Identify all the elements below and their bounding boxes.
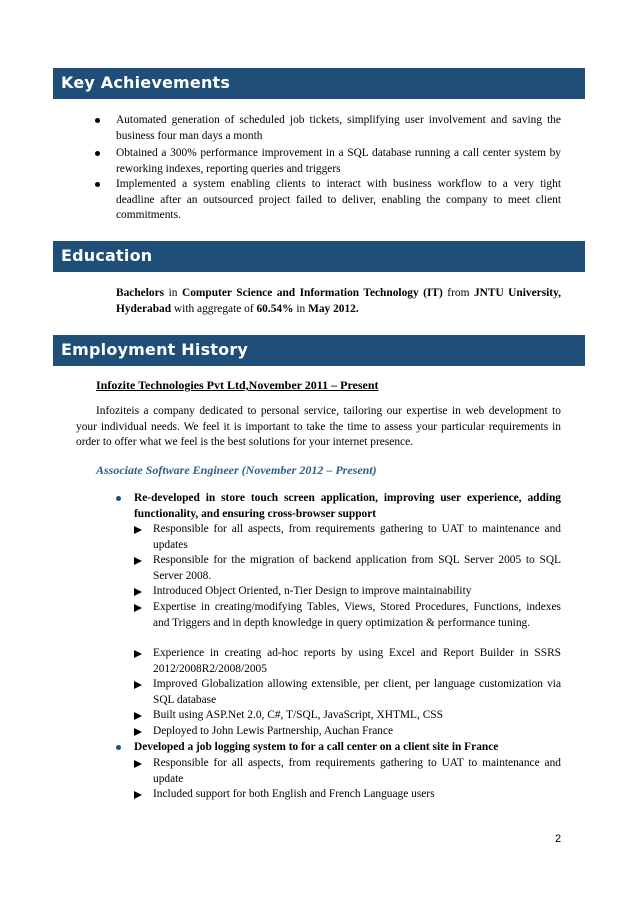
project-item: Built using ASP.Net 2.0, C#, T/SQL, JavaScript, XHTML, CSS [134,708,561,724]
project-item: Responsible for the migration of backend application from SQL Server 2005 to SQL Server 2008. [134,553,561,584]
page-number: 2 [555,833,562,845]
bullet-icon [116,496,121,501]
project-item: Responsible for all aspects, from requirements gathering to UAT to maintenance and update [134,756,561,787]
arrow-bullet-icon [134,760,142,768]
arrow-bullet-icon [134,791,142,799]
arrow-bullet-icon [134,728,142,736]
bullet-icon [95,182,100,187]
bullet-icon [95,118,100,123]
section-title: Key Achievements [61,73,231,92]
project-item: Expertise in creating/modifying Tables, Views, Stored Procedures, Functions, indexes and Triggers and in depth knowledge in query optimization & performance tuning. [134,600,561,631]
project-item: Introduced Object Oriented, n-Tier Design to improve maintainability [134,584,561,600]
education-header [53,241,585,272]
key-achievements-header [53,68,585,99]
section-title: Employment History [61,340,249,359]
education-entry: Bachelors in Computer Science and Information Technology (IT) from JNTU University, Hyderabad with aggregate of 60.54% in May 2012. [116,287,562,315]
arrow-bullet-icon [134,588,142,596]
achievement-item: Implemented a system enabling clients to interact with business workflow to a very tight deadline after an outsourced project failed to deliver, enabling the company to meet client commitments. [95,177,561,224]
project-item: Improved Globalization allowing extensible, per client, per language customization via SQL database [134,677,561,708]
bullet-icon [95,151,100,156]
section-title: Education [61,246,153,265]
arrow-bullet-icon [134,681,142,689]
project-item: Included support for both English and French Language users [134,787,561,803]
achievement-item: Obtained a 300% performance improvement in a SQL database running a call center system by reworking indexes, reporting queries and triggers [95,146,561,177]
arrow-bullet-icon [134,557,142,565]
achievement-item: Automated generation of scheduled job tickets, simplifying user involvement and saving the business four man days a month [95,113,561,144]
company-line: Infozite Technologies Pvt Ltd,November 2011 – Present [96,378,379,392]
bullet-icon [116,745,121,750]
arrow-bullet-icon [134,712,142,720]
project-item: Responsible for all aspects, from requirements gathering to UAT to maintenance and updates [134,522,561,553]
project-item: Deployed to John Lewis Partnership, Auchan France [134,724,561,740]
project-title: Developed a job logging system to for a call center on a client site in France [116,740,561,756]
employment-header [53,335,585,366]
arrow-bullet-icon [134,526,142,534]
project-item: Experience in creating ad-hoc reports by using Excel and Report Builder in SSRS 2012/2008R2/2008/2005 [134,646,561,677]
company-description: Infoziteis a company dedicated to personal service, tailoring our expertise in web development to your individual needs. We feel it is important to take the time to assess your particular requirements in order to offer what we feel is the best solutions for your internet presence. [76,405,561,448]
role-title: Associate Software Engineer (November 2012 – Present) [96,463,377,477]
arrow-bullet-icon [134,604,142,612]
project-title: Re-developed in store touch screen application, improving user experience, adding functionality, and ensuring cross-browser support [116,491,561,522]
arrow-bullet-icon [134,650,142,658]
